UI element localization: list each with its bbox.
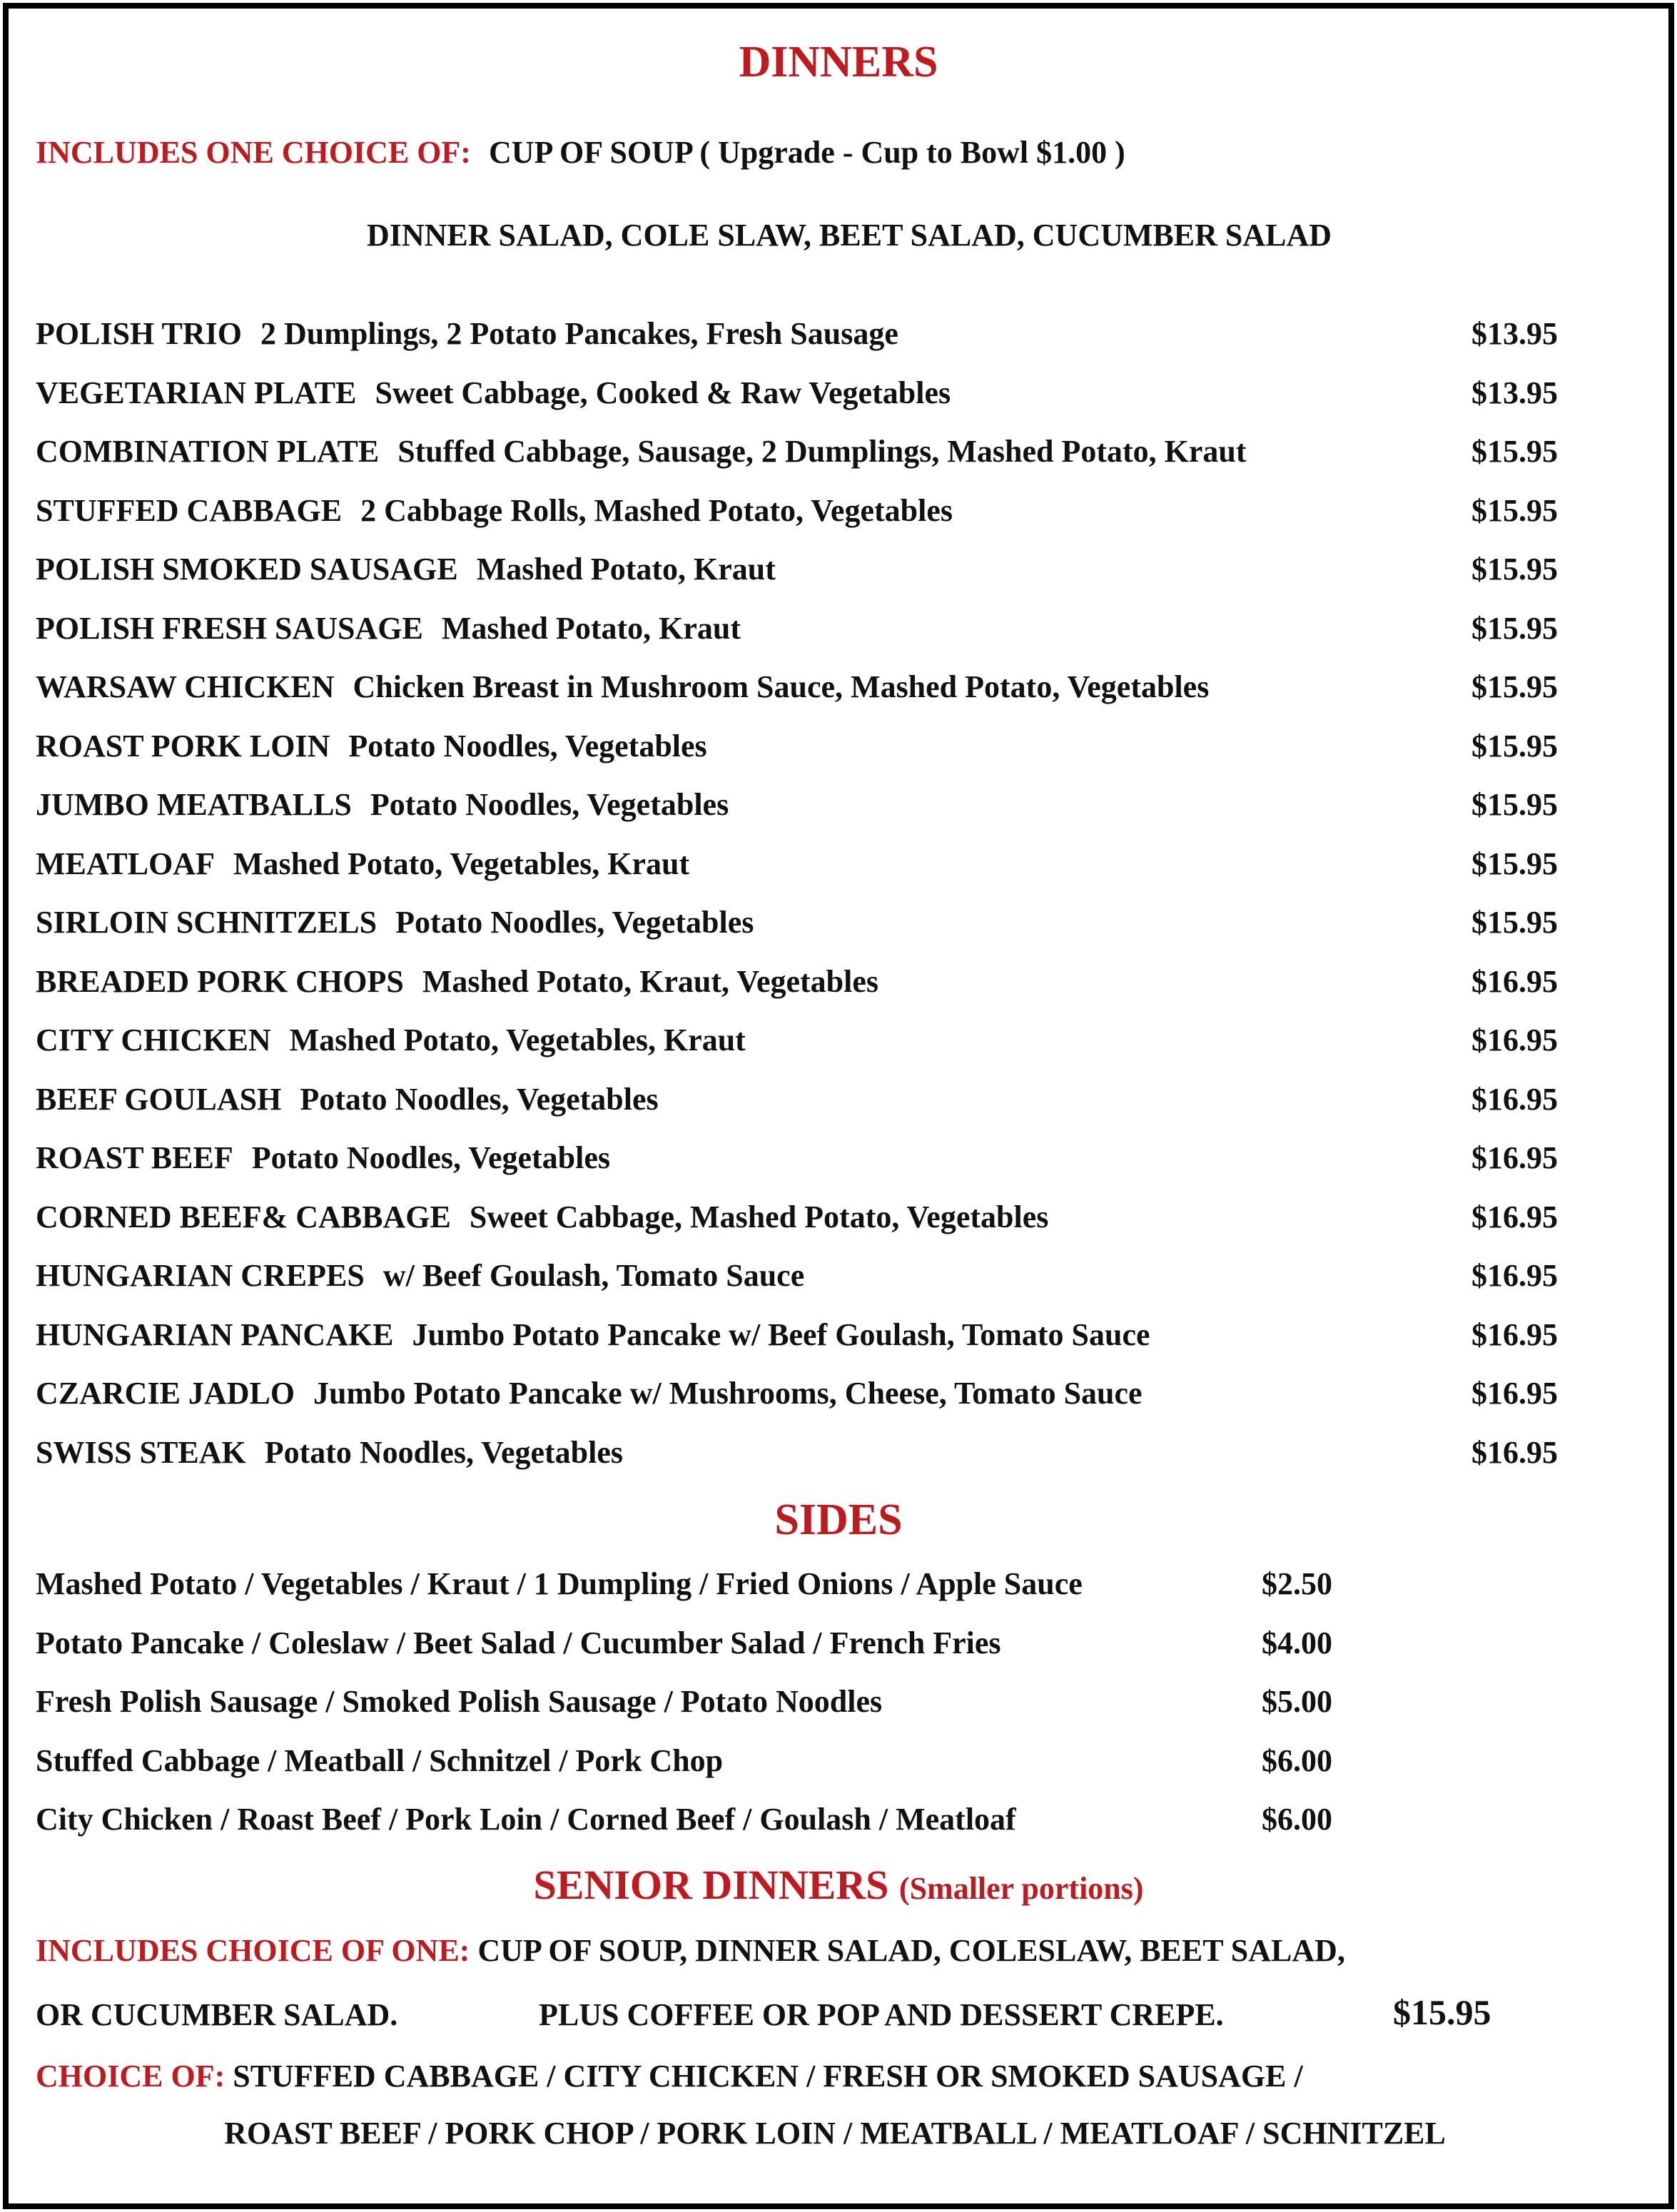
dinner-item-desc: Sweet Cabbage, Cooked & Raw Vegetables bbox=[375, 375, 951, 410]
dinner-item bbox=[36, 962, 878, 1002]
senior-includes-label: INCLUDES CHOICE OF ONE: bbox=[36, 1933, 470, 1968]
dinner-item-desc: Potato Noodles, Vegetables bbox=[370, 787, 729, 822]
dinner-item-price: $16.95 bbox=[1471, 1140, 1558, 1175]
dinner-item-name: ROAST BEEF bbox=[36, 1140, 233, 1175]
senior-choice-text: STUFFED CABBAGE / CITY CHICKEN / FRESH OR SMOKED SAUSAGE / bbox=[233, 2059, 1303, 2094]
senior-includes bbox=[36, 1931, 1345, 1971]
dinner-item-price: $15.95 bbox=[1471, 611, 1558, 646]
dinner-item bbox=[36, 1080, 659, 1120]
dinners-includes-label: INCLUDES ONE CHOICE OF: bbox=[36, 135, 471, 170]
dinner-item-desc: 2 Dumplings, 2 Potato Pancakes, Fresh Sausage bbox=[260, 316, 898, 351]
dinner-item bbox=[36, 549, 776, 589]
senior-choice-label: CHOICE OF: bbox=[36, 2059, 226, 2094]
side-item: Fresh Polish Sausage / Smoked Polish Sausage / Potato Noodles bbox=[36, 1684, 883, 1719]
dinner-item-desc: Mashed Potato, Kraut, Vegetables bbox=[422, 964, 879, 999]
dinners-includes-soup: CUP OF SOUP ( Upgrade - Cup to Bowl $1.00 ) bbox=[488, 135, 1125, 170]
dinner-item-name: BREADED PORK CHOPS bbox=[36, 964, 404, 999]
dinner-item bbox=[36, 373, 951, 413]
dinner-item-name: CZARCIE JADLO bbox=[36, 1376, 295, 1411]
dinner-item-price: $13.95 bbox=[1471, 375, 1558, 410]
dinner-item-name: POLISH FRESH SAUSAGE bbox=[36, 611, 423, 646]
dinner-item-desc: Mashed Potato, Kraut bbox=[476, 552, 776, 587]
dinner-item-price: $16.95 bbox=[1471, 1435, 1558, 1470]
dinner-item bbox=[36, 432, 1247, 472]
dinner-item-name: MEATLOAF bbox=[36, 846, 215, 881]
side-item-price: $4.00 bbox=[1262, 1625, 1332, 1660]
side-item: Potato Pancake / Coleslaw / Beet Salad / Cucumber Salad / French Fries bbox=[36, 1625, 1001, 1660]
dinner-item-name: BEEF GOULASH bbox=[36, 1082, 282, 1117]
dinner-item-price: $15.95 bbox=[1471, 434, 1558, 469]
side-item-price: $2.50 bbox=[1262, 1566, 1332, 1601]
dinner-item-price: $15.95 bbox=[1471, 493, 1558, 528]
dinner-item-price: $15.95 bbox=[1471, 729, 1558, 763]
dinner-item-name: POLISH SMOKED SAUSAGE bbox=[36, 552, 458, 587]
side-item: Mashed Potato / Vegetables / Kraut / 1 Dumpling / Fried Onions / Apple Sauce bbox=[36, 1566, 1083, 1601]
dinners-includes-salads: DINNER SALAD, COLE SLAW, BEET SALAD, CUCUMBER SALAD bbox=[366, 218, 1332, 253]
dinner-item-price: $16.95 bbox=[1471, 1258, 1558, 1293]
dinner-item-desc: w/ Beef Goulash, Tomato Sauce bbox=[382, 1258, 805, 1293]
dinner-item-desc: Potato Noodles, Vegetables bbox=[348, 729, 707, 763]
dinner-item-price: $15.95 bbox=[1471, 846, 1558, 881]
dinner-item-name: HUNGARIAN CREPES bbox=[36, 1258, 365, 1293]
dinners-includes bbox=[36, 133, 1125, 173]
dinner-item bbox=[36, 314, 898, 354]
side-item-price: $6.00 bbox=[1262, 1802, 1332, 1837]
dinner-item-desc: Jumbo Potato Pancake w/ Beef Goulash, Tomato Sauce bbox=[412, 1317, 1150, 1352]
senior-choice-line2: ROAST BEEF / PORK CHOP / PORK LOIN / MEATBALL / MEATLOAF / SCHNITZEL bbox=[224, 2116, 1446, 2151]
dinner-item-price: $15.95 bbox=[1471, 905, 1558, 940]
senior-price: $15.95 bbox=[1393, 1992, 1491, 2032]
dinner-item-price: $16.95 bbox=[1471, 1023, 1558, 1057]
side-item-price: $5.00 bbox=[1262, 1684, 1332, 1719]
dinner-item bbox=[36, 1315, 1150, 1355]
dinner-item bbox=[36, 1138, 610, 1178]
dinner-item-name: WARSAW CHICKEN bbox=[36, 669, 335, 704]
dinner-item-desc: Stuffed Cabbage, Sausage, 2 Dumplings, Mashed Potato, Kraut bbox=[397, 434, 1247, 469]
dinner-item-name: ROAST PORK LOIN bbox=[36, 729, 330, 763]
dinner-item bbox=[36, 844, 689, 884]
dinner-item-price: $16.95 bbox=[1471, 1376, 1558, 1411]
dinner-item-price: $16.95 bbox=[1471, 1317, 1558, 1352]
dinner-item-price: $15.95 bbox=[1471, 669, 1558, 704]
dinner-item-desc: 2 Cabbage Rolls, Mashed Potato, Vegetables bbox=[360, 493, 953, 528]
dinner-item bbox=[36, 903, 754, 943]
dinner-item-desc: Potato Noodles, Vegetables bbox=[251, 1140, 611, 1175]
senior-title: SENIOR DINNERS bbox=[533, 1862, 889, 1908]
dinner-item-desc: Chicken Breast in Mushroom Sauce, Mashed Potato, Vegetables bbox=[353, 669, 1210, 704]
side-item: Stuffed Cabbage / Meatball / Schnitzel / Pork Chop bbox=[36, 1743, 724, 1778]
dinner-item-price: $16.95 bbox=[1471, 964, 1558, 999]
dinner-item-price: $15.95 bbox=[1471, 552, 1558, 587]
dinner-item bbox=[36, 1374, 1143, 1414]
dinner-item bbox=[36, 1433, 623, 1473]
dinner-item bbox=[36, 1020, 746, 1060]
dinner-item-desc: Jumbo Potato Pancake w/ Mushrooms, Cheese, Tomato Sauce bbox=[313, 1376, 1143, 1411]
dinner-item-desc: Mashed Potato, Kraut bbox=[441, 611, 741, 646]
senior-choice bbox=[36, 2056, 1303, 2096]
dinner-item-desc: Potato Noodles, Vegetables bbox=[395, 905, 754, 940]
dinner-item-price: $16.95 bbox=[1471, 1082, 1558, 1117]
dinner-item bbox=[36, 726, 707, 766]
dinner-item-name: SIRLOIN SCHNITZELS bbox=[36, 905, 378, 940]
senior-plus-text: PLUS COFFEE OR POP AND DESSERT CREPE. bbox=[539, 1997, 1224, 2032]
dinner-item-price: $13.95 bbox=[1471, 316, 1558, 351]
side-item: City Chicken / Roast Beef / Pork Loin / Corned Beef / Goulash / Meatloaf bbox=[36, 1802, 1016, 1837]
sides-title: SIDES bbox=[774, 1496, 903, 1544]
dinner-item-name: POLISH TRIO bbox=[36, 316, 242, 351]
dinner-item-desc: Potato Noodles, Vegetables bbox=[264, 1435, 624, 1470]
dinner-item-price: $15.95 bbox=[1471, 787, 1558, 822]
dinner-item-name: CORNED BEEF& CABBAGE bbox=[36, 1199, 451, 1234]
dinner-item-name: CITY CHICKEN bbox=[36, 1023, 271, 1057]
dinner-item-desc: Sweet Cabbage, Mashed Potato, Vegetables bbox=[469, 1199, 1049, 1234]
dinner-item bbox=[36, 667, 1209, 707]
dinner-item bbox=[36, 491, 953, 531]
dinner-item-price: $16.95 bbox=[1471, 1199, 1558, 1234]
senior-includes-line2: OR CUCUMBER SALAD. bbox=[36, 1997, 398, 2032]
dinner-item-name: HUNGARIAN PANCAKE bbox=[36, 1317, 394, 1352]
dinner-item-name: COMBINATION PLATE bbox=[36, 434, 380, 469]
side-item-price: $6.00 bbox=[1262, 1743, 1332, 1778]
dinner-item bbox=[36, 1197, 1048, 1237]
dinner-item-name: SWISS STEAK bbox=[36, 1435, 246, 1470]
dinner-item-desc: Potato Noodles, Vegetables bbox=[300, 1082, 659, 1117]
senior-includes-text: CUP OF SOUP, DINNER SALAD, COLESLAW, BEET SALAD, bbox=[477, 1933, 1345, 1968]
dinner-item-name: JUMBO MEATBALLS bbox=[36, 787, 352, 822]
dinner-item-desc: Mashed Potato, Vegetables, Kraut bbox=[233, 846, 690, 881]
senior-heading bbox=[0, 1860, 1677, 1914]
dinner-item bbox=[36, 785, 729, 825]
dinner-item-name: VEGETARIAN PLATE bbox=[36, 375, 357, 410]
dinner-item bbox=[36, 609, 741, 649]
senior-subtitle: (Smaller portions) bbox=[898, 1871, 1144, 1906]
dinner-item-name: STUFFED CABBAGE bbox=[36, 493, 343, 528]
dinners-title: DINNERS bbox=[739, 38, 938, 86]
dinner-item bbox=[36, 1256, 804, 1296]
dinner-item-desc: Mashed Potato, Vegetables, Kraut bbox=[289, 1023, 746, 1057]
